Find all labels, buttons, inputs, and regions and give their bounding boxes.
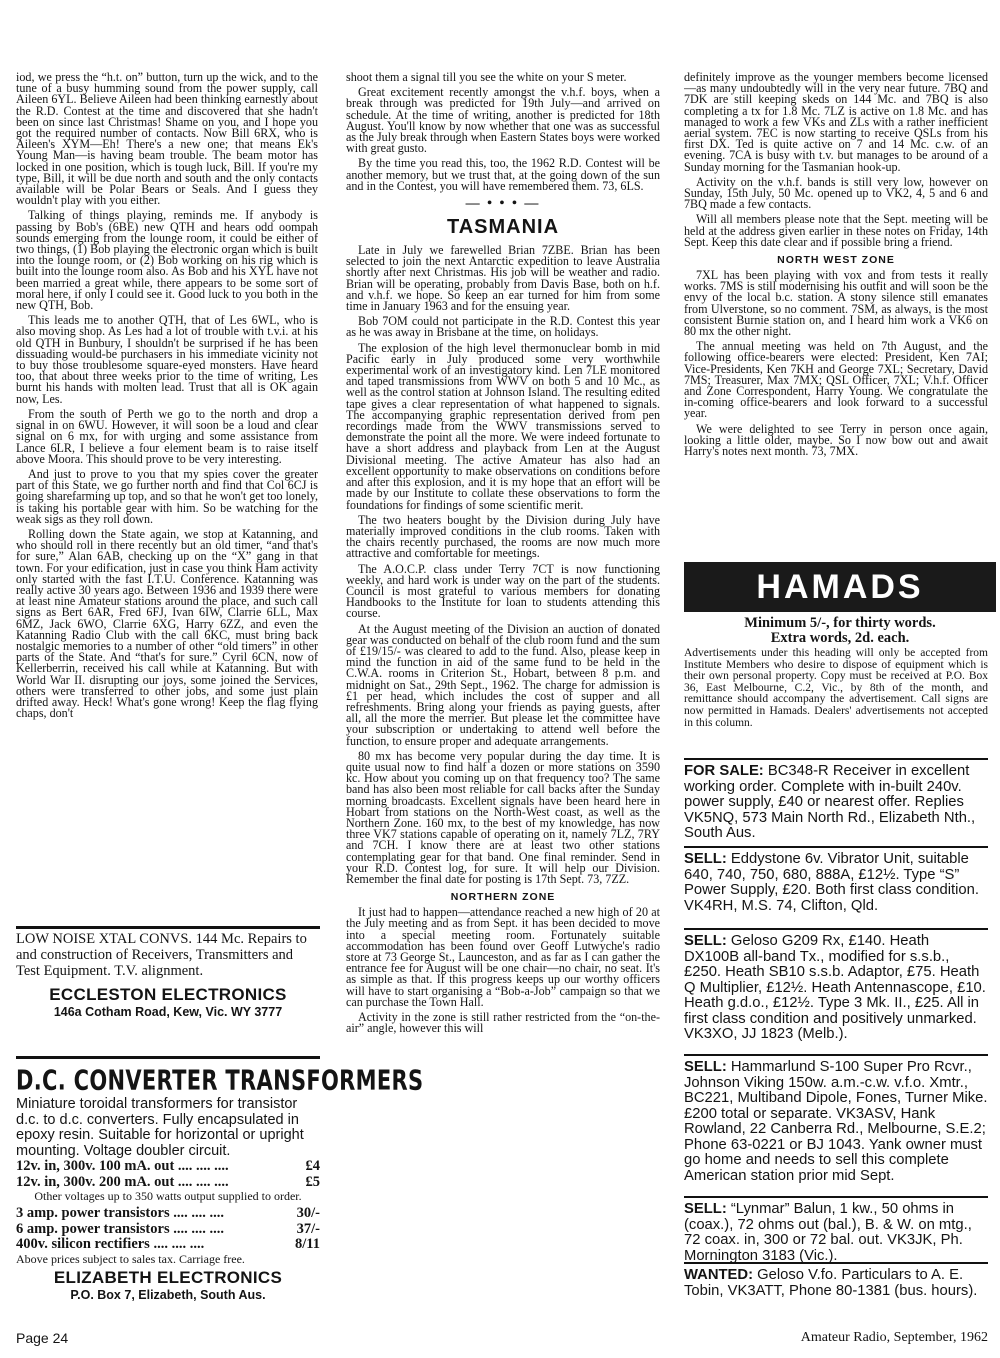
price-value: 8/11: [295, 1236, 320, 1252]
subsection-title: NORTHERN ZONE: [450, 891, 556, 904]
page-number: Page 24: [16, 1330, 69, 1346]
classified-ad: [684, 846, 988, 914]
paragraph: The annual meeting was held on 7th August, and the following office-bearers were elected: President, Ken 7AI; Vice-Presidents, Ken 7KH and George 7XL; Secretary, David 7MS; Treasurer, Max 7MX; QSL Officer, 7XL; V.h.f. Officer and Zone Correspondent, Harry Young. We congratulate the in-coming office-bearers and look forward to a successful year.: [684, 339, 988, 421]
price-value: £4: [305, 1158, 320, 1174]
price-label: 3 amp. power transistors .... .... ....: [16, 1205, 224, 1221]
ad-body: Eddystone 6v. Vibrator Unit, suitable 640, 740, 750, 680, 888A, £12½. Type “S” Power Supply, £20. Both first class condition. VK4RH, M.S. 74, Clifton, Qld.: [684, 851, 979, 914]
paragraph: And just to prove to you that my spies cover the greater part of this State, we go further north and find that Col 6CJ is going sharefarming up top, and so that he won't get too lonely, is taking his portable gear with him. So be watching for the weak sigs as they roll down.: [16, 466, 318, 526]
ad-address: P.O. Box 7, Elizabeth, South Aus.: [70, 1287, 266, 1302]
paragraph: Will all members please note that the Sept. meeting will be held at the address given earlier in these notes on Friday, 14th Sept. Keep this date clear and if possible bring a friend.: [684, 212, 988, 249]
classified-ad: [684, 1262, 988, 1299]
hamads-banner: HAMADS: [684, 562, 996, 612]
paragraph: The explosion of the high level thermonuclear bomb in mid Pacific early in July produced some very worthwhile experimental work of an investigatory kind. Len 7LE monitored and taped transmissions from WWV on both 5 and 10 Mc., as well as the control station at Johnson Island. The resulting edited tape gives a clear representation of what happened to signals. The accompanying graphic representation derived from pen recordings made from the WWV transmissions served to demonstrate the point all the more. We were indeed fortunate to have a short address and playback from Len at the August Divisional meeting. The active Amateur has also had an excellent opportunity to make observations on conditions before and after this explosion, and it is my hope that an effort will be made by our Institute to collate these observations to form the foundations for findings of some scientific merit.: [346, 340, 660, 512]
paragraph: 80 mx has become very popular during the day time. It is quite usual now to find half a dozen or more stations on 3590 kc. How about you coming up on that frequency too? The same band has also been most reliable for call backs after the Sunday morning broadcasts. Excellent signals have been heard here in Hobart from stations on the North-West coast, as well as the Northern Zone. 160 mx, to the best of my knowledge, has now three VK7 stations capable of operating on it, namely 7LZ, 7RY and 7CH. I know there are at least two other stations contemplating gear for that band. One final reminder. Send in your R.D. Contest log, for sure. It will help our Division. Remember the final date for posting is 17th Sept. 73, 7ZZ.: [346, 748, 660, 886]
price-row: [16, 1159, 320, 1175]
paragraph: Late in July we farewelled Brian 7ZBE. Brian has been selected to join the next Antarctic expedition to leave Australia shortly after next Christmas. His job will be weather and radio. Brian will be operating, probably from Davis Base, both on h.f. and v.h.f. we hope. So keep an ear turned for him from some time in January 1963 and for the ensuing year.: [346, 243, 660, 314]
divider: [16, 1056, 320, 1059]
ad-company-name: ECCLESTON ELECTRONICS: [49, 985, 287, 1004]
ad-lead: WANTED:: [684, 1267, 754, 1283]
hamads-rates: [684, 616, 996, 646]
paragraph: Activity on the v.h.f. bands is still very low, however on Sunday, 15th July, 50 Mc. opened up to VK2, 4, 5 and 6 and 7BQ made a few contacts.: [684, 174, 988, 212]
classified-ad: [684, 928, 988, 1043]
rate-line: Extra words, 2d. each.: [770, 630, 910, 646]
ad-body: “Lynmar” Balun, 1 kw., 50 ohms in (coax.), 72 ohms out (bal.), B. & W. on mtg., 72 coax. in, 300 or 72 bal. out. VK3JK, Ph. Mornington 3183 (Vic.).: [684, 1201, 972, 1264]
paragraph: We were delighted to see Terry in person once again, looking a little older, maybe. So I now bow out and await Harry's notes next month. 73, 7MX.: [684, 421, 988, 459]
column-zone-notes: [684, 72, 988, 632]
publication-footer: Amateur Radio, September, 1962: [800, 1330, 988, 1345]
ad-body: Hammarlund S-100 Super Pro Rcvr., Johnson Viking 150w. a.m.-c.w. v.f.o. Xmtr., BC221, Multiband Dipole, Fones, Turner Mike. £200 total or separate. VK3ASV, Hank Rowland, 22 Canberra Rd., Melbourne, S.E.2; Phone 63-0221 or BJ 1043. Yank owner must go home and needs to sell this complete American station prior mid Sept.: [684, 1059, 988, 1184]
ad-text: Miniature toroidal transformers for transistor d.c. to d.c. converters. Fully encapsulated in epoxy resin. Suitable for horizontal or upright mounting. Voltage doubler circuit.: [16, 1096, 304, 1159]
rate-line: Minimum 5/-, for thirty words.: [744, 615, 936, 631]
ad-lead: SELL:: [684, 1201, 727, 1217]
paragraph: By the time you read this, too, the 1962 R.D. Contest will be another memory, but we trust that, at the going down of the sun and in the Contest, you will have remembered them. 73, 6LS.: [346, 156, 660, 193]
price-value: £5: [305, 1173, 320, 1190]
paragraph: Activity in the zone is still rather restricted from the “on-the-air” angle, however this will: [346, 1010, 660, 1036]
price-row: [16, 1237, 320, 1253]
price-row: [16, 1206, 320, 1222]
ad-lead: SELL:: [684, 851, 727, 867]
price-label: 12v. in, 300v. 200 mA. out .... .... ....: [16, 1173, 229, 1190]
classified-ad: [684, 1054, 988, 1184]
paragraph: The two heaters bought by the Division during July have materially improved conditions in the club rooms. Taken with the chairs recently purchased, the rooms are now much more attractive and comfortable for meetings.: [346, 512, 660, 561]
paragraph: This leads me to another QTH, that of Les 6WL, who is also moving shop. As Les had a lot of trouble with t.v.i. at his old QTH in Bunbury, I shouldn't be surprised if he has been dissuading would-be purchasers in his immediate vicinity not to buy those troublesome square-eyed monsters. Have heard too, that about three weeks prior to the time of writing, Les burnt his hands with molten lead. Trust that all is OK again now, Les.: [16, 313, 318, 406]
ad-text: LOW NOISE XTAL CONVS. 144 Mc. Repairs to and construction of Receivers, Transmitters and Test Equipment. T.V. alignment.: [16, 931, 307, 979]
ad-title: D.C. CONVERTER TRANSFORMERS: [16, 1065, 424, 1097]
separator: — • • • —: [465, 196, 541, 212]
price-row: [16, 1222, 320, 1238]
price-note: Above prices subject to sales tax. Carriage free.: [16, 1251, 245, 1266]
price-label: 6 amp. power transistors .... .... ....: [16, 1220, 224, 1237]
ad-company-name: ELIZABETH ELECTRONICS: [53, 1267, 283, 1287]
paragraph: Great excitement recently amongst the v.h.f. boys, when a break through was predicted for 19th July—and arrived on schedule. At the time of writing, another is predicted for 18th August. You'll know by now whether that one was as successful as the July break through when Eastern States boys were worked with great gusto.: [346, 85, 660, 156]
ad-body: Geloso G209 Rx, £140. Heath DX100B all-band Tx., modified for s.s.b., £250. Heath SB10 s.s.b. Adaptor, £75. Heath Q Multiplier, £12½. Heath Antennascope, £10. Heath g.d.o., £12½. Type 3 Mk. II., £25. All in first class condition and positively unmarked. VK3XO, JJ 1823 (Melb.).: [684, 933, 986, 1042]
column-tasmania: [346, 72, 660, 1312]
paragraph: definitely improve as the younger members become licensed—as many undoubtedly will in the very near future. 7BQ and 7DK are still keeping skeds on 144 Mc. and 7BQ is also completing a tx for 1.8 Mc. 7LZ is active on 1.8 Mc. and has managed to work a few VKs and ZLs with a rather inefficient aerial system. 7EC is now starting to receive QSLs from his first DX. Ted is quite active on 7 and 14 Mc. c.w. of an evening. 7CA is busy with t.v. but manages to be around of a Sunday morning for the Tasmanian hook-up.: [684, 72, 988, 174]
subsection-title: NORTH WEST ZONE: [777, 254, 895, 267]
divider: [16, 926, 320, 929]
ad-body: BC348-R Receiver in excellent working order. Complete with in-built 240v. power supply, £40 or nearest offer. Replies VK5NQ, 573 Main North Rd., Elizabeth Nth., South Aus.: [684, 763, 976, 841]
paragraph: Rolling down the State again, we stop at Katanning, and who should roll in there recently but an old timer, “and that's for sure,” Alan 6AB, checking up on the “X” gang in that town. For your edification, just in case you think Ham activity only started with the fast I.T.U. Conference. Katanning was really active 30 years ago. Between 1936 and 1939 there were at least nine Amateur stations around the place, and such call signs as Bert 6AR, Fred 6FJ, Ivan 6IW, Clarrie 6LL, Max 6MZ, Jack 6WO, Clarrie 6XG, Harry 6ZZ, and even the Katanning Radio Club with the call 6KC, must bring back nostalgic memories to a number of other “old timers” in other parts of the State. And “that's for sure.” Cyril 6CN, now of Kellerberrin, received his call while at Katanning. But with World War II. disrupting our joys, some joined the Services, others were transferred to other jobs, and some just plain drifted away. Heck! What's gone wrong! Keep the flag flying chaps, don't: [16, 526, 318, 721]
paragraph: shoot them a signal till you see the white on your S meter.: [346, 72, 627, 84]
paragraph: Talking of things playing, reminds me. If anybody is passing by Bob's (6BE) new QTH and hears odd oompah sounds emerging from the lounge room, it could be either of two things, (1) Bob playing the electronic organ which is built into the lounge room, or (2) Bob working on his rig which is built into the lounge room also. As Bob and his XYL have not been married a great while, there appears to be some sort of moral here, if only I could see it. Good luck to you both in the new QTH, Bob.: [16, 208, 318, 313]
price-row: [16, 1175, 320, 1191]
ad-address: 146a Cotham Road, Kew, Vic. WY 3777: [53, 1005, 283, 1019]
paragraph: At the August meeting of the Division an auction of donated gear was conducted on behalf of the club room fund and the sum of £19/15/- was cleared to add to the fund. Also, please keep in mind the function in aid of the same fund to be held in the C.W.A. rooms in Criterion St., Hobart, between 8 p.m. and midnight on Sat., 29th Sept., 1962. The charge for admission is £1 per head, which includes the cost of supper and all refreshments. Bring along your friends as paying guests, after all, all the more the merrier. But please let the committee have your subscription or undertaking to attend well before the function, to ensure proper and adequate arrangements.: [346, 621, 660, 748]
ad-lead: SELL:: [684, 1059, 727, 1075]
ad-eccleston-electronics: [16, 926, 320, 1019]
price-note: Other voltages up to 350 watts output supplied to order.: [34, 1189, 302, 1203]
ad-elizabeth-electronics: [16, 1056, 424, 1302]
ad-lead: SELL:: [684, 933, 727, 949]
price-value: 30/-: [296, 1205, 320, 1221]
paragraph: 7XL has been playing with vox and from tests it really works. 7MS is still modernising his outfit and will soon be the envy of the local b.c. station. A stony silence still emanates from Ulverstone, so no comment. 7SM, as always, is the most consistent Burnie station on, and I heard him work a VK6 on 80 mx the other night.: [684, 268, 988, 339]
classified-ad: [684, 758, 988, 842]
price-label: 400v. silicon rectifiers .... .... ....: [16, 1236, 205, 1252]
column-wa-notes: [16, 72, 318, 912]
paragraph: From the south of Perth we go to the north and drop a signal in on 6WU. However, it will soon be a loud and clear signal on 6 mx, for with urging and some assistance from Lance 6LR, I believe a four element beam is to raise itself above Moora. This should prove to be very interesting.: [16, 406, 318, 466]
ad-body: Geloso V.fo. Particulars to A. E. Tobin, VK3ATT, Phone 80-1381 (bus. hours).: [684, 1267, 978, 1299]
paragraph: It just had to happen—attendance reached a new high of 20 at the July meeting and as from Sept. it has been decided to move into a special meeting room. Fortunately suitable accommodation has been found over Geoff Lutwyche's radio store at 73 George St., Launceston, and as far as I can gather the entrance fee for August will be one chair—no chair, no seat. It's as simple as that. If this progress keeps up our worthy officers will have to start organising a “Bob-a-Job” campaign so that we can purchase the Town Hall.: [346, 905, 660, 1009]
paragraph: Bob 7OM could not participate in the R.D. Contest this year as he was away in Brisbane at the time, on holidays.: [346, 314, 660, 340]
ad-lead: FOR SALE:: [684, 763, 764, 779]
price-value: 37/-: [296, 1220, 320, 1237]
paragraph: The A.O.C.P. class under Terry 7CT is now functioning weekly, and hard work is under way on the part of the students. Council is most grateful to various members for donating Handbooks to the Institute for loan to students attending this course.: [346, 561, 660, 621]
paragraph: iod, we press the “h.t. on” button, turn up the wick, and to the tune of a busy humming sound from the power supply, call Aileen 6YL. Believe Aileen had been thinking earnestly about the R.D. Contest at the time and discovered that she hadn't been on since last Christmas! Shame on you, and I hope you got the required number of contacts. Now Bill 6RX, who is Aileen's XYM—Eh! There's a new one; that means Ek's Young Man—is having beam trouble. The beam motor has locked in one position, which is tough luck, Bill. If you're my type, Bill, it will be due north and south and the only contacts available will be Polar Bears or Seals. And I guess they wouldn't play with you either.: [16, 72, 318, 208]
classified-ad: [684, 1196, 988, 1264]
hamads-intro: Advertisements under this heading will only be accepted from Institute Members who desire to dispose of equipment which is their own personal property. Copy must be received at P.O. Box 36, East Melbourne, C.2, Vic., by 8th of the month, and remittance should accompany the advertisement. Call signs are now permitted in Hamads. Dealers' advertisements not accepted in this column.: [684, 647, 988, 729]
price-label: 12v. in, 300v. 100 mA. out .... .... ....: [16, 1158, 229, 1174]
section-title: TASMANIA: [446, 216, 560, 239]
